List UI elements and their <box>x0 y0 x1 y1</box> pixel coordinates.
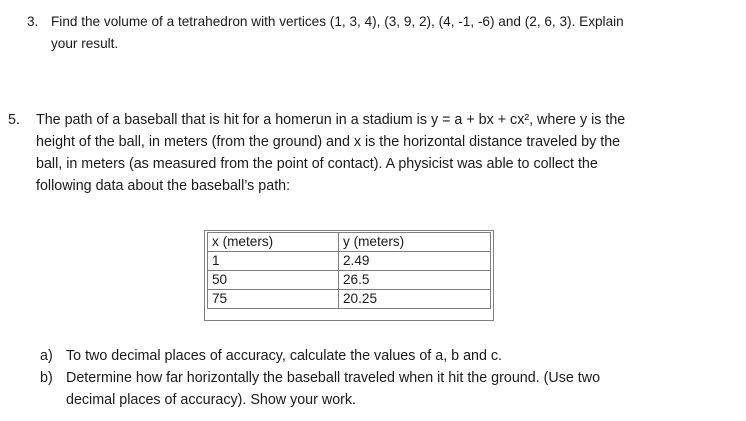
problem-3-number: 3. <box>27 14 39 29</box>
problem-5-text-2: height of the ball, in meters (from the ground) and x is the horizontal distance traveled by the <box>36 134 621 150</box>
part-b <box>40 367 720 389</box>
table-cell-x: 75 <box>208 290 339 309</box>
problem-5-text-4: following data about the baseball’s path: <box>36 178 291 194</box>
table-cell-y: 26.5 <box>339 271 491 290</box>
table-cell-y: 2.49 <box>339 252 491 271</box>
problem-5-text-3: ball, in meters (as measured from the point of contact). A physicist was able to collect the <box>36 156 598 172</box>
problem-3-line-1 <box>27 11 717 33</box>
part-a <box>40 345 720 367</box>
problem-5-text-1: The path of a baseball that is hit for a homerun in a stadium is y = a + bx + cx², where y is the <box>36 112 626 128</box>
part-b-text-2: decimal places of accuracy). Show your work. <box>66 392 357 408</box>
problem-5-parts <box>40 345 720 411</box>
problem-5 <box>8 109 708 197</box>
table-row <box>208 271 491 290</box>
data-table <box>207 232 491 309</box>
table-header-y: y (meters) <box>339 233 491 252</box>
problem-3-text-2: your result. <box>51 36 119 51</box>
problem-3 <box>27 11 717 55</box>
table-header-x: x (meters) <box>208 233 339 252</box>
table-row <box>208 290 491 309</box>
problem-3-text-1: Find the volume of a tetrahedron with vertices (1, 3, 4), (3, 9, 2), (4, -1, -6) and (2, 6, 3). Explain <box>51 14 624 29</box>
problem-5-line-1 <box>8 109 708 131</box>
table-cell-x: 50 <box>208 271 339 290</box>
part-b-text-1: Determine how far horizontally the baseball traveled when it hit the ground. (Use two <box>66 370 601 386</box>
part-b-letter: b) <box>40 370 53 386</box>
part-a-text: To two decimal places of accuracy, calculate the values of a, b and c. <box>66 348 503 364</box>
table-cell-y: 20.25 <box>339 290 491 309</box>
table-row <box>208 252 491 271</box>
part-a-letter: a) <box>40 348 53 364</box>
problem-5-number: 5. <box>8 112 20 128</box>
table-header-row <box>208 233 491 252</box>
table-cell-x: 1 <box>208 252 339 271</box>
